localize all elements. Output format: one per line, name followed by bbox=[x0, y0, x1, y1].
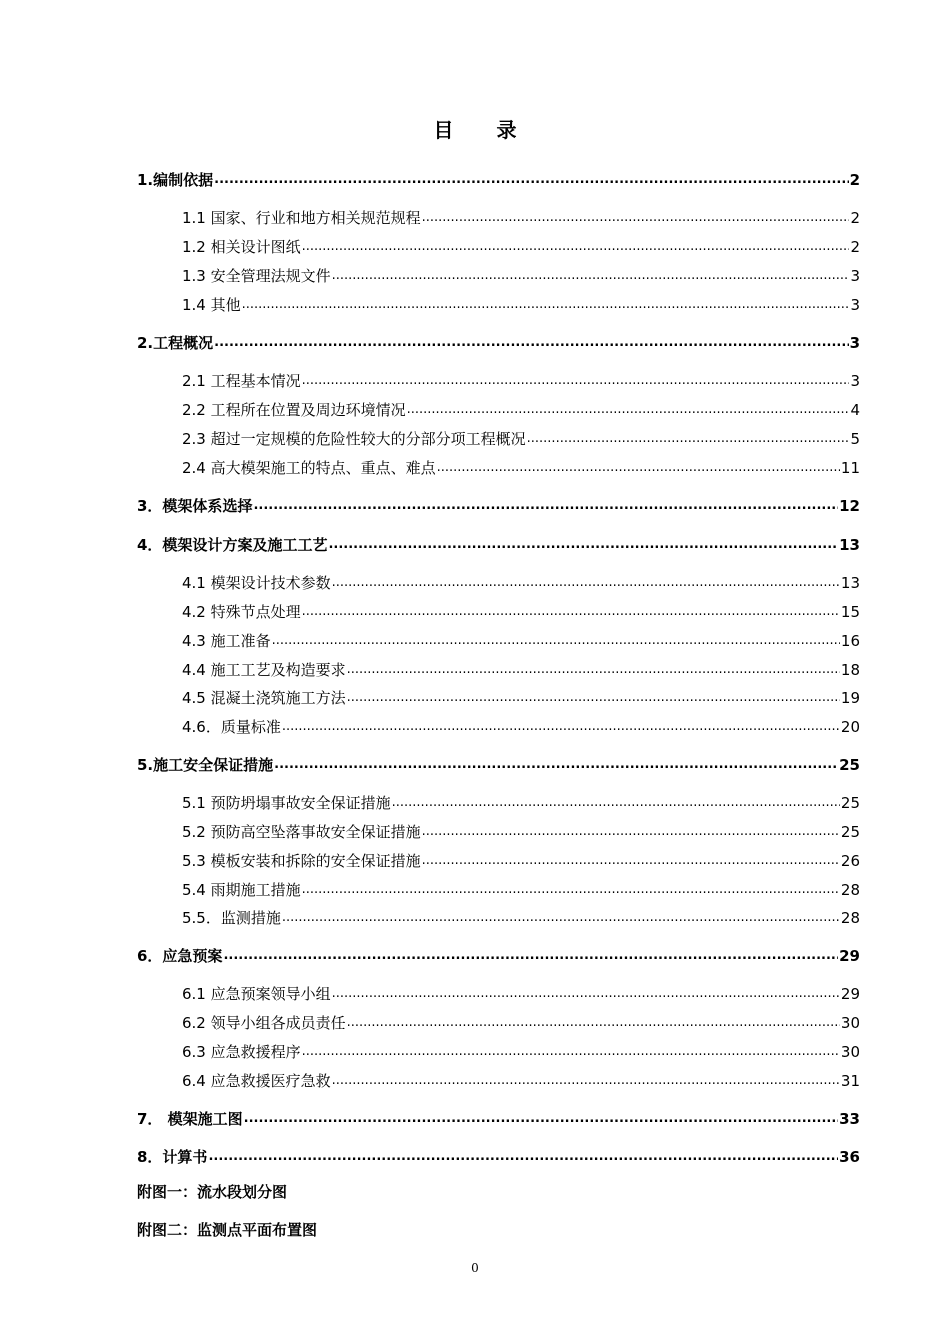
toc-entry-page: 16 bbox=[840, 632, 860, 650]
toc-leader-dots bbox=[332, 1071, 840, 1091]
toc-entry-page: 36 bbox=[839, 1148, 860, 1166]
toc-leader-dots bbox=[272, 631, 840, 651]
toc-entry-label: 5.2 预防高空坠落事故安全保证措施 bbox=[182, 823, 421, 841]
toc-leader-dots bbox=[208, 1147, 838, 1167]
toc-entry[interactable] bbox=[0, 1009, 950, 1033]
toc-entry-page: 28 bbox=[840, 909, 860, 927]
toc-entry-label: 2.1 工程基本情况 bbox=[182, 372, 301, 390]
toc-entry[interactable] bbox=[0, 904, 950, 928]
toc-entry-label: 5.3 模板安装和拆除的安全保证措施 bbox=[182, 852, 421, 870]
toc-entry-label: 5.5．监测措施 bbox=[182, 909, 281, 927]
toc-entry[interactable] bbox=[0, 569, 950, 593]
toc-entry-label: 2.2 工程所在位置及周边环境情况 bbox=[182, 401, 406, 419]
toc-entry[interactable] bbox=[0, 204, 950, 228]
toc-entry-label: 4.6．质量标准 bbox=[182, 718, 281, 736]
toc-entry-page: 12 bbox=[839, 497, 860, 515]
toc-entry-label: 6.4 应急救援医疗急救 bbox=[182, 1072, 331, 1090]
toc-entry-label: 4.5 混凝土浇筑施工方法 bbox=[182, 689, 346, 707]
toc-entry-label: 1.编制依据 bbox=[137, 171, 214, 189]
toc-entry[interactable] bbox=[0, 876, 950, 900]
toc-entry[interactable] bbox=[0, 656, 950, 680]
toc-entry-page: 2 bbox=[849, 171, 860, 189]
toc-leader-dots bbox=[302, 237, 850, 257]
toc-entry-label: 2.工程概况 bbox=[137, 334, 214, 352]
toc-entry[interactable] bbox=[0, 396, 950, 420]
toc-entry[interactable] bbox=[0, 789, 950, 813]
toc-entry-page: 31 bbox=[840, 1072, 860, 1090]
toc-leader-dots bbox=[242, 295, 850, 315]
toc-entry-label: 1.2 相关设计图纸 bbox=[182, 238, 301, 256]
toc-entry-label: 8．计算书 bbox=[137, 1148, 208, 1166]
toc-entry[interactable] bbox=[0, 262, 950, 286]
toc-entry[interactable] bbox=[0, 847, 950, 871]
toc-entry[interactable] bbox=[0, 233, 950, 257]
toc-entry-label: 6．应急预案 bbox=[137, 947, 223, 965]
toc-entry-page: 30 bbox=[840, 1043, 860, 1061]
toc-entry-label: 4.2 特殊节点处理 bbox=[182, 603, 301, 621]
toc-leader-dots bbox=[282, 908, 840, 928]
toc-leader-dots bbox=[274, 755, 838, 775]
toc-entry-page: 3 bbox=[849, 334, 860, 352]
toc-leader-dots bbox=[253, 496, 838, 516]
toc-entry-page: 2 bbox=[850, 209, 860, 227]
toc-entry-label: 2.4 高大模架施工的特点、重点、难点 bbox=[182, 459, 436, 477]
toc-title: 目 录 bbox=[433, 118, 535, 142]
appendix-item[interactable]: 附图二：监测点平面布置图 bbox=[137, 1221, 318, 1239]
toc-entry[interactable] bbox=[0, 492, 950, 516]
toc-leader-dots bbox=[422, 851, 840, 871]
toc-entry-page: 29 bbox=[840, 985, 860, 1003]
toc-entry-label: 6.1 应急预案领导小组 bbox=[182, 985, 331, 1003]
toc-leader-dots bbox=[347, 660, 840, 680]
toc-entry-page: 3 bbox=[850, 267, 860, 285]
toc-leader-dots bbox=[407, 400, 850, 420]
toc-entry-page: 11 bbox=[840, 459, 860, 477]
toc-entry-label: 2.3 超过一定规模的危险性较大的分部分项工程概况 bbox=[182, 430, 526, 448]
toc-entry-page: 20 bbox=[840, 718, 860, 736]
toc-entry[interactable] bbox=[0, 713, 950, 737]
toc-leader-dots bbox=[282, 717, 840, 737]
toc-entry-page: 25 bbox=[840, 823, 860, 841]
toc-entry-label: 5.施工安全保证措施 bbox=[137, 756, 274, 774]
toc-entry-page: 3 bbox=[850, 296, 860, 314]
toc-entry-page: 25 bbox=[839, 756, 860, 774]
toc-leader-dots bbox=[302, 371, 850, 391]
toc-leader-dots bbox=[244, 1109, 838, 1129]
toc-entry-label: 4.3 施工准备 bbox=[182, 632, 271, 650]
toc-entry[interactable] bbox=[0, 1143, 950, 1167]
toc-entry-label: 4.4 施工工艺及构造要求 bbox=[182, 661, 346, 679]
toc-leader-dots bbox=[214, 333, 848, 353]
toc-entry[interactable] bbox=[0, 1038, 950, 1062]
toc-leader-dots bbox=[302, 880, 840, 900]
toc-leader-dots bbox=[347, 688, 840, 708]
toc-entry-page: 18 bbox=[840, 661, 860, 679]
toc-entry[interactable] bbox=[0, 1067, 950, 1091]
toc-entry-label: 4．模架设计方案及施工工艺 bbox=[137, 536, 328, 554]
toc-entry-label: 5.1 预防坍塌事故安全保证措施 bbox=[182, 794, 391, 812]
toc-entry[interactable] bbox=[0, 598, 950, 622]
toc-entry-page: 29 bbox=[839, 947, 860, 965]
toc-leader-dots bbox=[422, 822, 840, 842]
toc-entry[interactable] bbox=[0, 367, 950, 391]
toc-leader-dots bbox=[392, 793, 840, 813]
toc-leader-dots bbox=[214, 170, 848, 190]
toc-entry[interactable] bbox=[0, 329, 950, 353]
toc-entry-label: 1.1 国家、行业和地方相关规范规程 bbox=[182, 209, 421, 227]
toc-entry[interactable] bbox=[0, 818, 950, 842]
toc-leader-dots bbox=[328, 535, 838, 555]
toc-entry-page: 4 bbox=[850, 401, 860, 419]
toc-entry[interactable] bbox=[0, 684, 950, 708]
toc-entry-page: 25 bbox=[840, 794, 860, 812]
toc-entry-page: 19 bbox=[840, 689, 860, 707]
toc-leader-dots bbox=[437, 458, 840, 478]
toc-entry-page: 33 bbox=[839, 1110, 860, 1128]
toc-entry[interactable] bbox=[0, 531, 950, 555]
toc-entry-page: 15 bbox=[840, 603, 860, 621]
toc-leader-dots bbox=[302, 602, 840, 622]
toc-entry-label: 1.4 其他 bbox=[182, 296, 241, 314]
toc-leader-dots bbox=[527, 429, 850, 449]
toc-leader-dots bbox=[422, 208, 850, 228]
toc-entry[interactable] bbox=[0, 942, 950, 966]
toc-entry-label: 6.2 领导小组各成员责任 bbox=[182, 1014, 346, 1032]
toc-entry-label: 7． 模架施工图 bbox=[137, 1110, 243, 1128]
toc-entry[interactable] bbox=[0, 627, 950, 651]
toc-entry[interactable] bbox=[0, 1105, 950, 1129]
toc-entry[interactable] bbox=[0, 291, 950, 315]
toc-entry-page: 13 bbox=[839, 536, 860, 554]
toc-entry-page: 2 bbox=[850, 238, 860, 256]
toc-entry-label: 1.3 安全管理法规文件 bbox=[182, 267, 331, 285]
toc-entry-label: 4.1 模架设计技术参数 bbox=[182, 574, 331, 592]
toc-entry-page: 28 bbox=[840, 881, 860, 899]
toc-leader-dots bbox=[223, 946, 838, 966]
page-number: 0 bbox=[471, 1261, 479, 1275]
toc-entry-label: 6.3 应急救援程序 bbox=[182, 1043, 301, 1061]
toc-leader-dots bbox=[347, 1013, 840, 1033]
appendix-item[interactable]: 附图一：流水段划分图 bbox=[137, 1183, 288, 1201]
toc-entry[interactable] bbox=[0, 425, 950, 449]
toc-entry-label: 5.4 雨期施工措施 bbox=[182, 881, 301, 899]
toc-entry[interactable] bbox=[0, 166, 950, 190]
toc-entry[interactable] bbox=[0, 980, 950, 1004]
toc-entry-page: 5 bbox=[850, 430, 860, 448]
toc-entry-page: 13 bbox=[840, 574, 860, 592]
toc-entry[interactable] bbox=[0, 454, 950, 478]
toc-entry-page: 3 bbox=[850, 372, 860, 390]
toc-leader-dots bbox=[302, 1042, 840, 1062]
toc-leader-dots bbox=[332, 573, 840, 593]
toc-entry-page: 30 bbox=[840, 1014, 860, 1032]
toc-entry-page: 26 bbox=[840, 852, 860, 870]
toc-entry-label: 3．模架体系选择 bbox=[137, 497, 253, 515]
toc-leader-dots bbox=[332, 266, 850, 286]
toc-leader-dots bbox=[332, 984, 840, 1004]
toc-entry[interactable] bbox=[0, 751, 950, 775]
